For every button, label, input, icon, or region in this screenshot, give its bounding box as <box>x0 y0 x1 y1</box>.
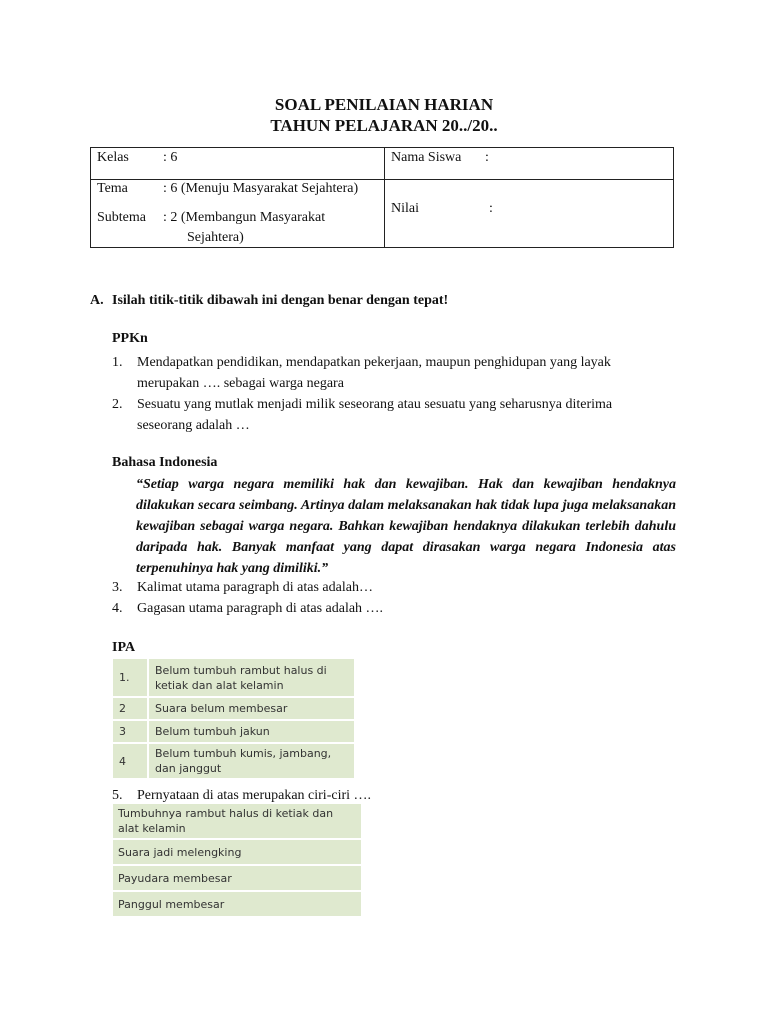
table-cell-number: 2 <box>113 698 149 721</box>
table-row <box>113 698 356 721</box>
question-number: 3. <box>112 580 123 595</box>
section-instruction-text: Isilah titik-titik dibawah ini dengan benar dengan tepat! <box>112 293 449 308</box>
option-text: Tumbuhnya rambut halus di ketiak dan alat kelamin <box>113 804 361 840</box>
ipa-statement-table <box>113 659 356 780</box>
question-text-line1: Mendapatkan pendidikan, mendapatkan pekerjaan, maupun penghidupan yang layak <box>137 355 611 370</box>
kelas-label: Kelas <box>97 150 129 165</box>
list-item <box>113 866 361 892</box>
table-cell-number: 3 <box>113 721 149 744</box>
question-number: 5. <box>112 788 123 803</box>
table-row <box>113 659 356 698</box>
table-cell-text: Belum tumbuh rambut halus di ketiak dan alat kelamin <box>149 659 356 698</box>
ipa-heading: IPA <box>112 640 136 655</box>
question-text: Kalimat utama paragraph di atas adalah… <box>137 580 373 595</box>
subtema-value-line1: : 2 (Membangun Masyarakat <box>163 210 326 225</box>
table-cell-number: 4 <box>113 744 149 780</box>
list-item <box>113 804 361 840</box>
kelas-cell <box>91 148 385 180</box>
option-text: Payudara membesar <box>113 866 361 892</box>
question-text-line2: merupakan …. sebagai warga negara <box>137 376 344 391</box>
table-cell-number: 1. <box>113 659 149 698</box>
table-row <box>113 744 356 780</box>
nama-cell <box>385 148 674 180</box>
section-letter: A. <box>90 293 104 308</box>
question-number: 4. <box>112 601 123 616</box>
nama-siswa-colon: : <box>485 150 489 165</box>
nilai-label: Nilai <box>391 201 419 216</box>
table-row <box>113 721 356 744</box>
nilai-colon: : <box>489 201 493 216</box>
option-text: Suara jadi melengking <box>113 840 361 866</box>
question-text: Pernyataan di atas merupakan ciri-ciri …. <box>137 788 372 803</box>
page-title-line2: TAHUN PELAJARAN 20../20.. <box>270 116 498 135</box>
tema-subtema-cell <box>91 180 385 248</box>
list-item <box>113 840 361 866</box>
list-item <box>113 892 361 918</box>
page-title-line1: SOAL PENILAIAN HARIAN <box>274 95 494 114</box>
reading-passage: “Setiap warga negara memiliki hak dan kewajiban. Hak dan kewajiban hendaknya dilakukan secara seimbang. Artinya dalam melaksanakan hak tidak lupa juga melaksanakan kewajiban sebagai warga negara. Bahkan kewajiban hendaknya dilakukan terlebih dahulu daripada hak. Banyak manfaat yang dapat dirasakan warga negara Indonesia atas terpenuhinya hak yang dimiliki.” <box>136 477 676 576</box>
tema-label: Tema <box>97 181 128 196</box>
bahasa-indonesia-heading: Bahasa Indonesia <box>112 455 218 470</box>
question-text-line2: seseorang adalah … <box>137 418 250 433</box>
table-cell-text: Belum tumbuh kumis, jambang, dan janggut <box>149 744 356 780</box>
table-cell-text: Belum tumbuh jakun <box>149 721 356 744</box>
nilai-cell <box>385 180 674 248</box>
question-number: 1. <box>112 355 123 370</box>
answer-options-table <box>113 804 361 918</box>
question-number: 2. <box>112 397 123 412</box>
nama-siswa-label: Nama Siswa <box>391 150 462 165</box>
subtema-label: Subtema <box>97 210 146 225</box>
section-a-instruction <box>90 293 448 309</box>
tema-value: : 6 (Menuju Masyarakat Sejahtera) <box>163 181 359 196</box>
subtema-value-line2: Sejahtera) <box>187 230 244 245</box>
ppkn-heading: PPKn <box>112 331 148 346</box>
question-text: Gagasan utama paragraph di atas adalah …. <box>137 601 384 616</box>
student-info-table <box>90 147 674 248</box>
option-text: Panggul membesar <box>113 892 361 918</box>
table-cell-text: Suara belum membesar <box>149 698 356 721</box>
question-text-line1: Sesuatu yang mutlak menjadi milik seseorang atau sesuatu yang seharusnya diterima <box>137 397 613 412</box>
kelas-value: : 6 <box>163 150 178 165</box>
